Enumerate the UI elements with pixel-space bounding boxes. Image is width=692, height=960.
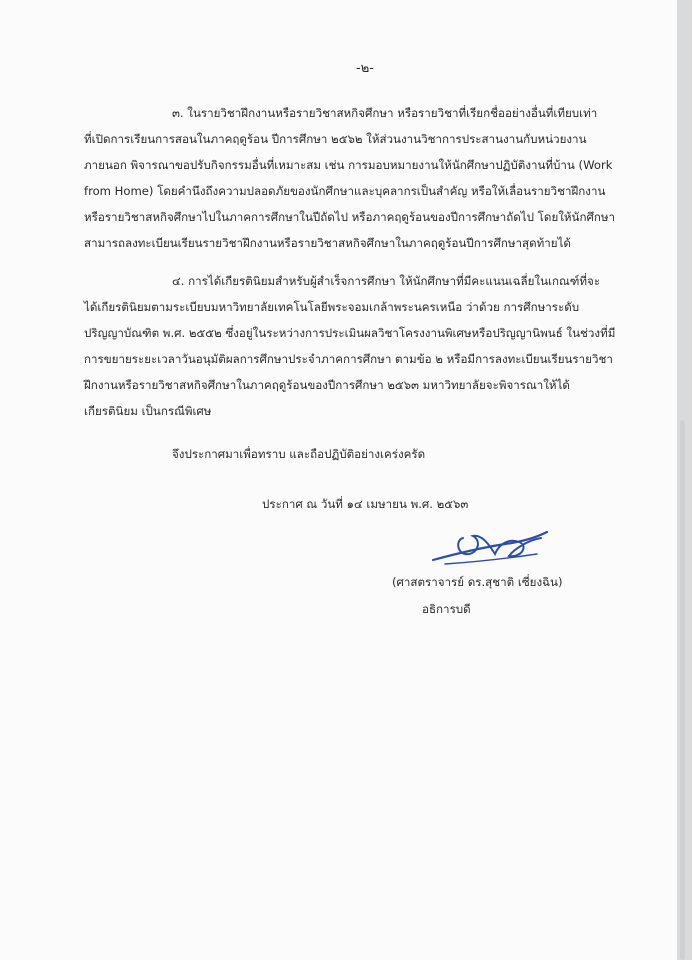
paragraph-line: หรือรายวิชาสหกิจศึกษาไปในภาคการศึกษาในปีถัดไป หรือภาคฤดูร้อนของปีการศึกษาถัดไป โดยให้นักศึกษา xyxy=(84,210,616,224)
signature-image xyxy=(425,524,555,570)
paragraph-3 xyxy=(84,100,616,256)
closing-statement: จึงประกาศมาเพื่อทราบ และถือปฏิบัติอย่างเคร่งครัด xyxy=(172,447,426,461)
scrollbar[interactable] xyxy=(680,420,685,960)
announcement-date: ประกาศ ณ วันที่ ๑๔ เมษายน พ.ศ. ๒๕๖๓ xyxy=(262,497,469,511)
signer-name: (ศาสตราจารย์ ดร.สุชาติ เซี่ยงฉิน) xyxy=(392,575,563,589)
paragraph-line: from Home) โดยคำนึงถึงความปลอดภัยของนักศึกษาและบุคลากรเป็นสำคัญ หรือให้เลื่อนรายวิชาฝึกงาน xyxy=(84,184,606,198)
paragraph-line: ฝึกงานหรือรายวิชาสหกิจศึกษาในภาคฤดูร้อนของปีการศึกษา ๒๕๖๓ มหาวิทยาลัยจะพิจารณาให้ได้ xyxy=(84,378,570,392)
page-number: -๒- xyxy=(356,61,374,76)
paragraph-line: ๓. ในรายวิชาฝึกงานหรือรายวิชาสหกิจศึกษา หรือรายวิชาที่เรียกชื่ออย่างอื่นที่เทียบเท่า xyxy=(172,106,598,120)
paragraph-line: ได้เกียรตินิยมตามระเบียบมหาวิทยาลัยเทคโนโลยีพระจอมเกล้าพระนครเหนือ ว่าด้วย การศึกษาระดับ xyxy=(84,300,580,314)
paragraph-line: การขยายระยะเวลาวันอนุมัติผลการศึกษาประจำภาคการศึกษา ตามข้อ ๒ หรือมีการลงทะเบียนเรียนรายวิชา xyxy=(84,352,613,366)
paragraph-line: สามารถลงทะเบียนเรียนรายวิชาฝึกงานหรือรายวิชาสหกิจศึกษาในภาคฤดูร้อนปีการศึกษาสุดท้ายได้ xyxy=(84,236,571,250)
paragraph-line: ๔. การได้เกียรตินิยมสำหรับผู้สำเร็จการศึกษา ให้นักศึกษาที่มีคะแนนเฉลี่ยในเกณฑ์ที่จะ xyxy=(172,274,601,288)
paragraph-line: ที่เปิดการเรียนการสอนในภาคฤดูร้อน ปีการศึกษา ๒๕๖๒ ให้ส่วนงานวิชาการประสานงานกับหน่วยงาน xyxy=(84,132,587,146)
paragraph-line: เกียรตินิยม เป็นกรณีพิเศษ xyxy=(84,404,212,418)
paragraph-line: ภายนอก พิจารณาขอปรับกิจกรรมอื่นที่เหมาะสม เช่น การมอบหมายงานให้นักศึกษาปฏิบัติงานที่บ้าน (Work xyxy=(84,158,613,172)
paragraph-line: ปริญญาบัณฑิต พ.ศ. ๒๕๕๒ ซึ่งอยู่ในระหว่างการประเมินผลวิชาโครงงานพิเศษหรือปริญญานิพนธ์ ในช่วงที่มี xyxy=(84,326,616,340)
paragraph-4 xyxy=(84,268,616,424)
signer-title: อธิการบดี xyxy=(422,602,471,616)
